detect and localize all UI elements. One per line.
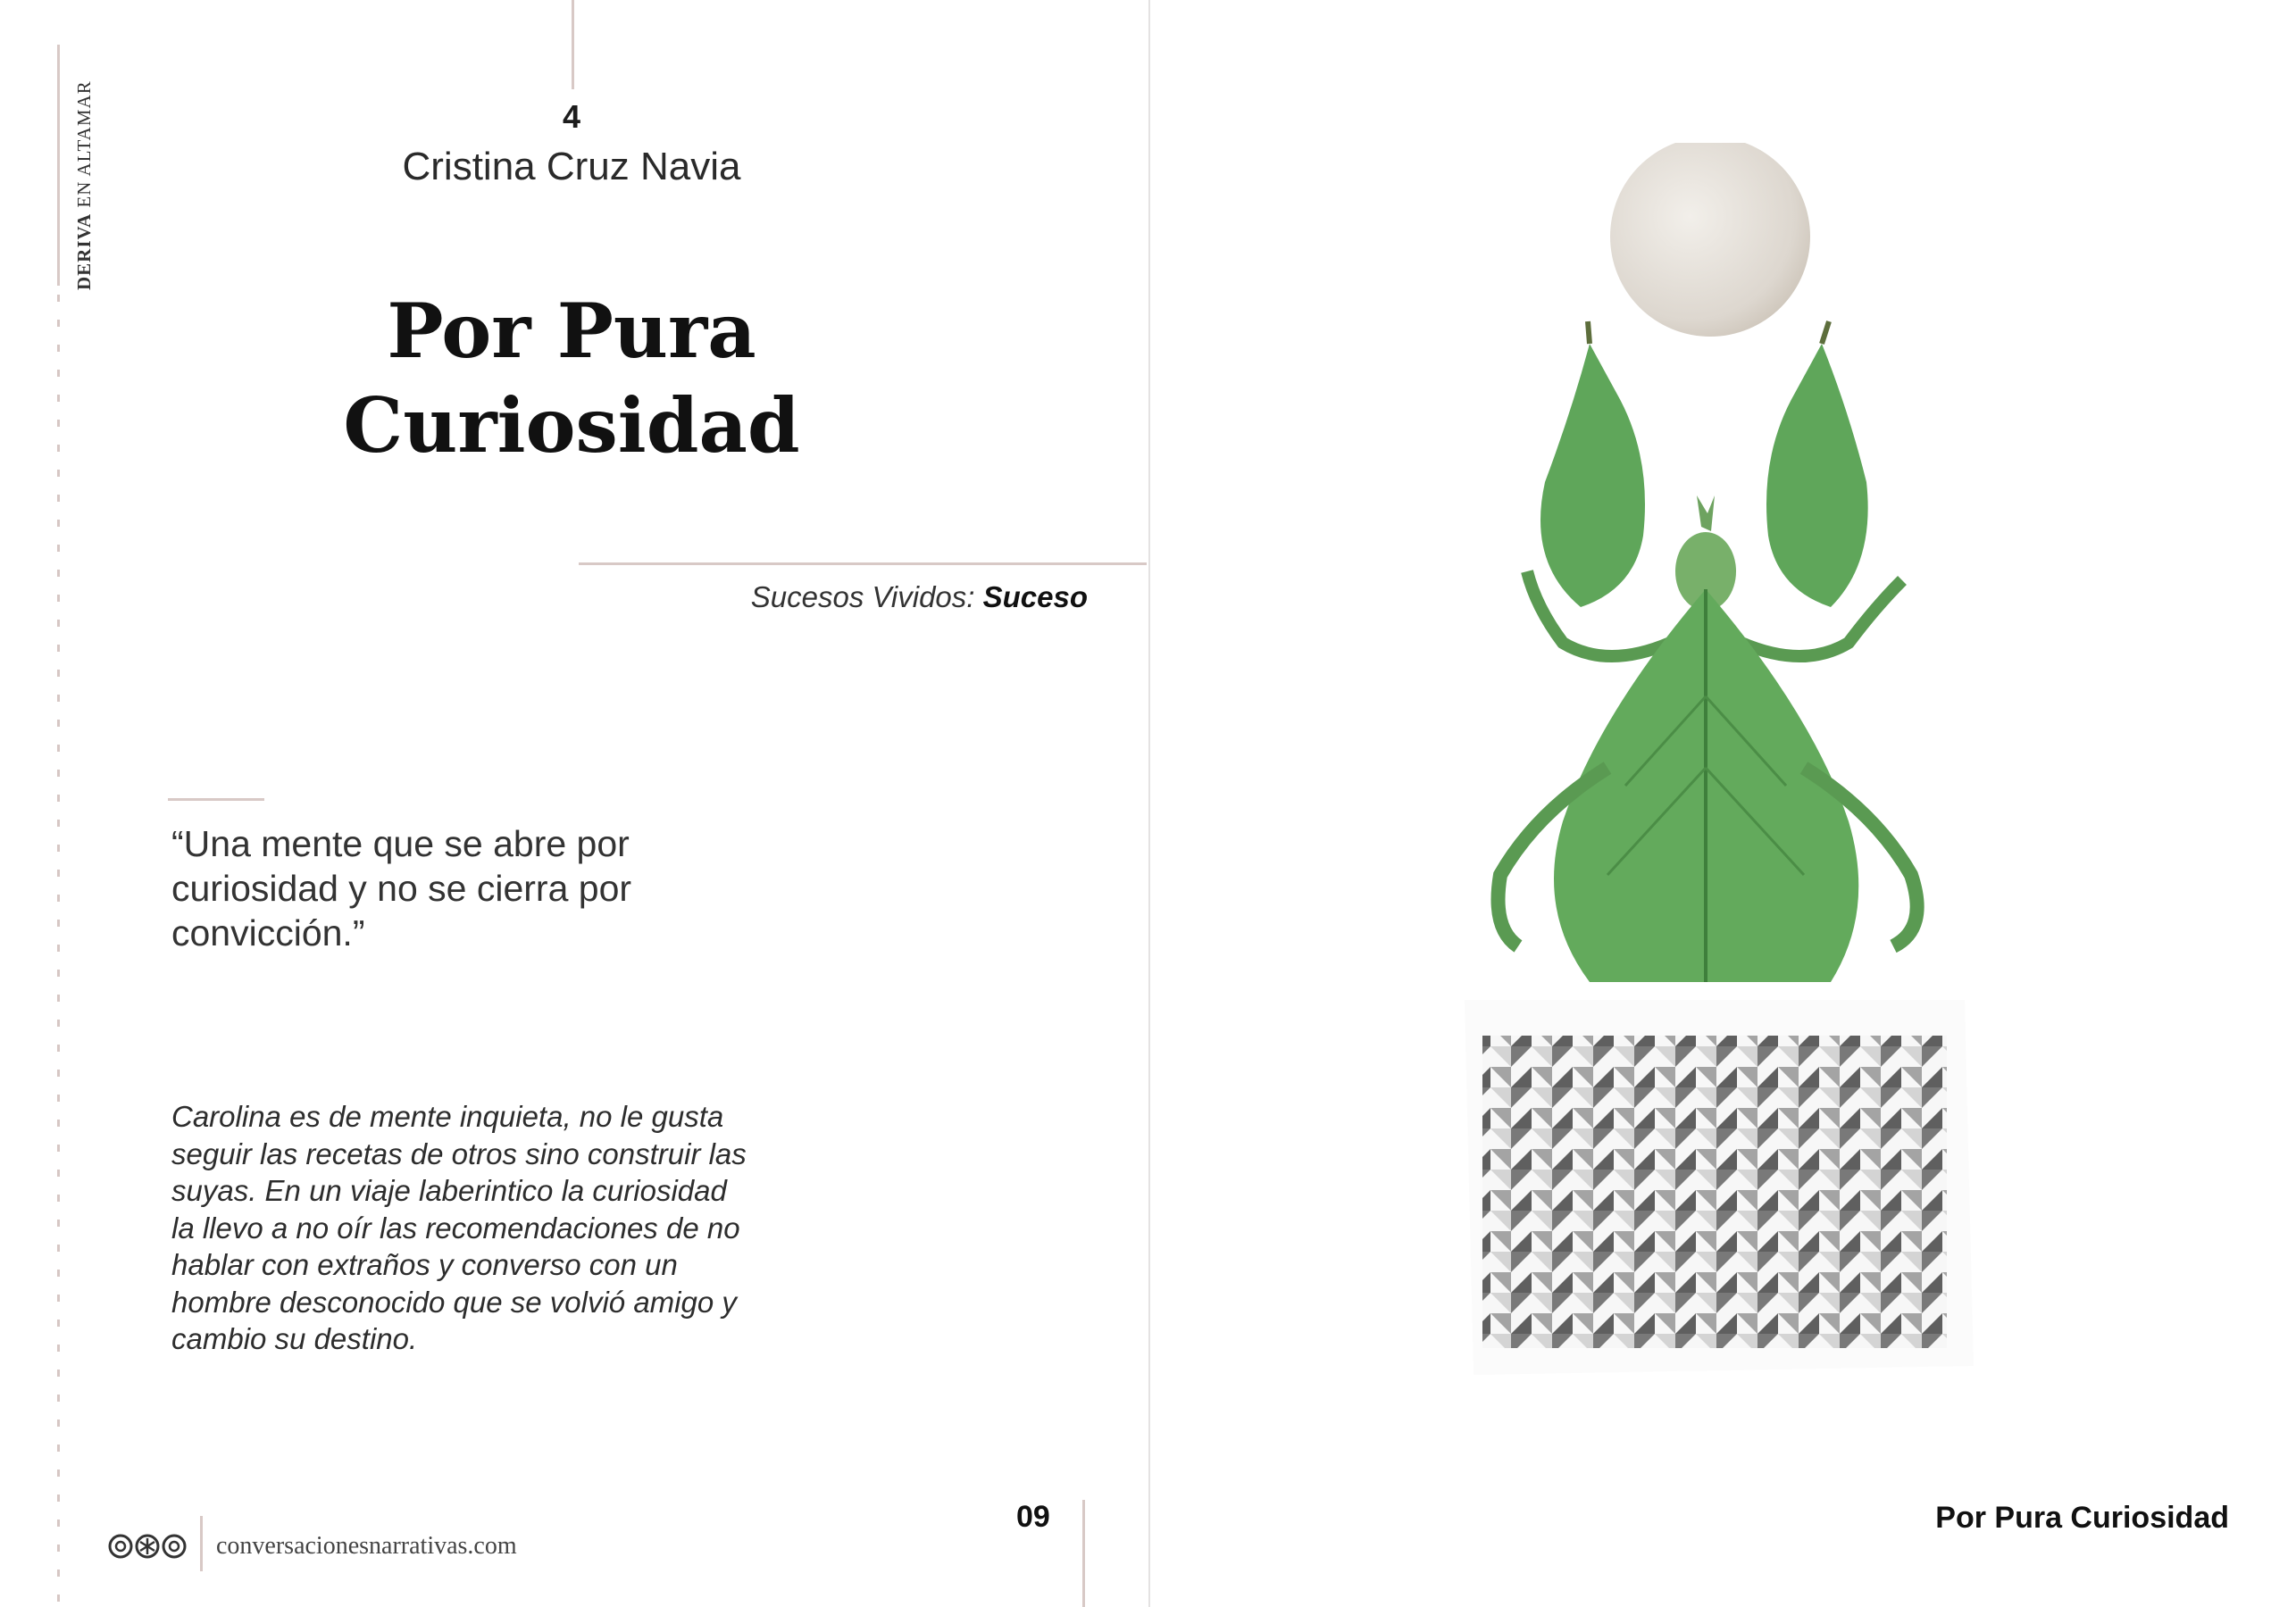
top-vertical-rule bbox=[572, 0, 574, 89]
quote-rule bbox=[168, 798, 264, 801]
article-author: Cristina Cruz Navia bbox=[402, 145, 741, 188]
leaf-insect-collage-icon bbox=[1429, 143, 2000, 1393]
article-category bbox=[751, 580, 1088, 614]
page-number-rule bbox=[1082, 1500, 1085, 1607]
running-title: Por Pura Curiosidad bbox=[1935, 1501, 2229, 1535]
publication-name bbox=[73, 80, 96, 290]
article-title bbox=[268, 284, 875, 473]
website-link[interactable]: conversacionesnarrativas.com bbox=[216, 1532, 517, 1560]
three-circles-logo-icon bbox=[107, 1531, 188, 1561]
side-rule-solid bbox=[57, 45, 60, 286]
title-divider bbox=[579, 562, 1147, 565]
pull-quote: “Una mente que se abre por curiosidad y no se cierra por convicción.” bbox=[171, 823, 632, 953]
page-spine bbox=[1148, 0, 1150, 1607]
category-label: Sucesos Vividos: bbox=[750, 580, 983, 613]
article-summary: Carolina es de mente inquieta, no le gusta seguir las recetas de otros sino construir las suyas. En un viaje laberintico la curiosidad la llevo a no oír las recomendaciones de no hablar con extraños y converso con un hombre desconocido que se volvió amigo y cambio su destino. bbox=[171, 1100, 747, 1355]
publication-name-bold: DERIVA bbox=[73, 212, 95, 290]
category-value: Suceso bbox=[982, 580, 1088, 613]
side-rule-dashed bbox=[57, 295, 60, 1607]
publication-name-rest: EN ALTAMAR bbox=[73, 80, 95, 213]
article-title-line-1: Por Pura bbox=[387, 287, 756, 375]
footer-separator bbox=[200, 1516, 203, 1571]
article-title-line-2: Curiosidad bbox=[343, 381, 800, 470]
article-number: 4 bbox=[562, 98, 581, 135]
page-number: 09 bbox=[1016, 1500, 1050, 1534]
